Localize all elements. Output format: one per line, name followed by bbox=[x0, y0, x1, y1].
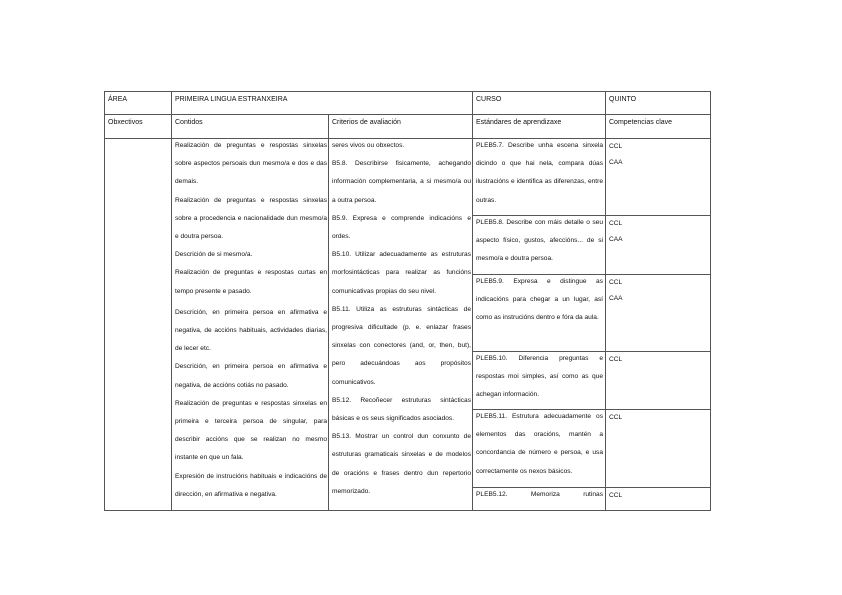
contido-item: Expresión de instrucións habituais e indicacións de dirección, en afirmativa e negativa. bbox=[175, 472, 327, 498]
criterio-item: B5.10. Utilizar adecuadamente as estruturas morfosintácticas para realizar as funcións comunicativas propias do seu nivel. bbox=[332, 251, 471, 295]
competencia-badge: CCL bbox=[609, 143, 623, 150]
criterio-item: B5.11. Utiliza as estruturas sintácticas de progresiva dificultade (p. e. enlazar frases sinxelas con conectores (and, or, then, but), pero adecuándoas aos propósitos comunicativos. bbox=[332, 305, 471, 386]
curso-value: QUINTO bbox=[609, 96, 637, 103]
standard-text: PLEB5.11. Estrutura adecuadamente os elementos das oracións, mantén a concordancia de número e persoa, e usa correctamente os nexos básicos. bbox=[476, 413, 603, 475]
standard-text: PLEB5.10. Diferencia preguntas e respostas moi simples, así como as que achegan información. bbox=[476, 355, 603, 399]
area-value: PRIMEIRA LINGUA ESTRANXEIRA bbox=[175, 96, 288, 103]
competencia-badge: CCL bbox=[609, 279, 623, 286]
criterio-item: B5.12. Recoñecer estruturas sintácticas básicas e os seus significados asociados. bbox=[332, 396, 471, 423]
col-header-contidos: Contidos bbox=[175, 119, 203, 126]
contido-item: Descrición de si mesmo/a. bbox=[175, 251, 253, 259]
col-header-competencias: Competencias clave bbox=[609, 119, 673, 126]
col-divider-4 bbox=[605, 92, 606, 510]
criterios-column bbox=[332, 137, 471, 501]
competencia-badge: CCL bbox=[609, 492, 623, 499]
area-label: ÁREA bbox=[108, 96, 128, 103]
competencia-badge: CCL bbox=[609, 356, 623, 363]
header-row-divider bbox=[105, 114, 710, 115]
contido-item: Realización de preguntas e respostas sinxelas sobre aspectos persoais dun mesmo/a e dos e das demais. bbox=[175, 142, 327, 186]
standard-text: PLEB5.8. Describe con máis detalle o seu aspecto físico, gustos, afeccións... de si mesmo/a e doutra persoa. bbox=[476, 219, 603, 263]
standard-text: PLEB5.7. Describe unha escena sinxela dicindo o que hai nela, compara dúas ilustracións e identifica as diferenzas, entre outras. bbox=[476, 142, 603, 204]
competencia-badge: CCL bbox=[609, 220, 623, 227]
col-header-estandares: Estándares de aprendizaxe bbox=[476, 119, 562, 126]
standard-text: PLEB5.12. Memoriza rutinas bbox=[476, 491, 603, 498]
col-divider-3 bbox=[472, 92, 473, 510]
criterio-item: B5.9. Expresa e comprende indicacións e ordes. bbox=[332, 214, 471, 241]
col-divider-2 bbox=[328, 114, 329, 510]
curso-label: CURSO bbox=[476, 96, 502, 103]
curriculum-table bbox=[104, 91, 711, 511]
col-header-objectivos: Obxectivos bbox=[108, 119, 143, 126]
competencia-badge: CAA bbox=[609, 236, 623, 243]
contido-item: Realización de preguntas e respostas sinxelas en primeira e terceira persoa de singular, para describir accións que se realizan no mesmo instante en que un fala. bbox=[175, 399, 327, 462]
contido-item: Realización de preguntas e respostas sinxelas sobre a procedencia e nacionalidade dun mesmo/a e doutra persoa. bbox=[175, 196, 327, 241]
contido-item: Realización de preguntas e respostas curtas en tempo presente e pasado. bbox=[175, 269, 327, 295]
contidos-column bbox=[175, 137, 327, 504]
contido-item: Descrición, en primeira persoa en afirmativa e negativa, de accións habituais, actividades diarias, de lecer etc. bbox=[175, 308, 327, 353]
col-header-criterios: Criterios de avaliación bbox=[332, 119, 401, 126]
criterio-item: B5.13. Mostrar un control dun conxunto de estruturas gramaticais sinxelas e de modelos de oracións e frases dentro dun repertorio memorizado. bbox=[332, 433, 471, 495]
standard-text: PLEB5.9. Expresa e distingue as indicacións para chegar a un lugar, así como as instrucións dentro e fóra da aula. bbox=[476, 278, 603, 322]
competencia-badge: CAA bbox=[609, 159, 623, 166]
contido-item: Descrición, en primeira persoa en afirmativa e negativa, de accións cotiás no pasado. bbox=[175, 363, 327, 389]
competencia-badge: CCL bbox=[609, 414, 623, 421]
competencia-badge: CAA bbox=[609, 295, 623, 302]
criterio-item: seres vivos ou obxectos. bbox=[332, 142, 405, 149]
col-divider-1 bbox=[171, 92, 172, 510]
criterio-item: B5.8. Describirse fisicamente, achegando información complementaria, a si mesmo/a ou a outra persoa. bbox=[332, 160, 471, 204]
